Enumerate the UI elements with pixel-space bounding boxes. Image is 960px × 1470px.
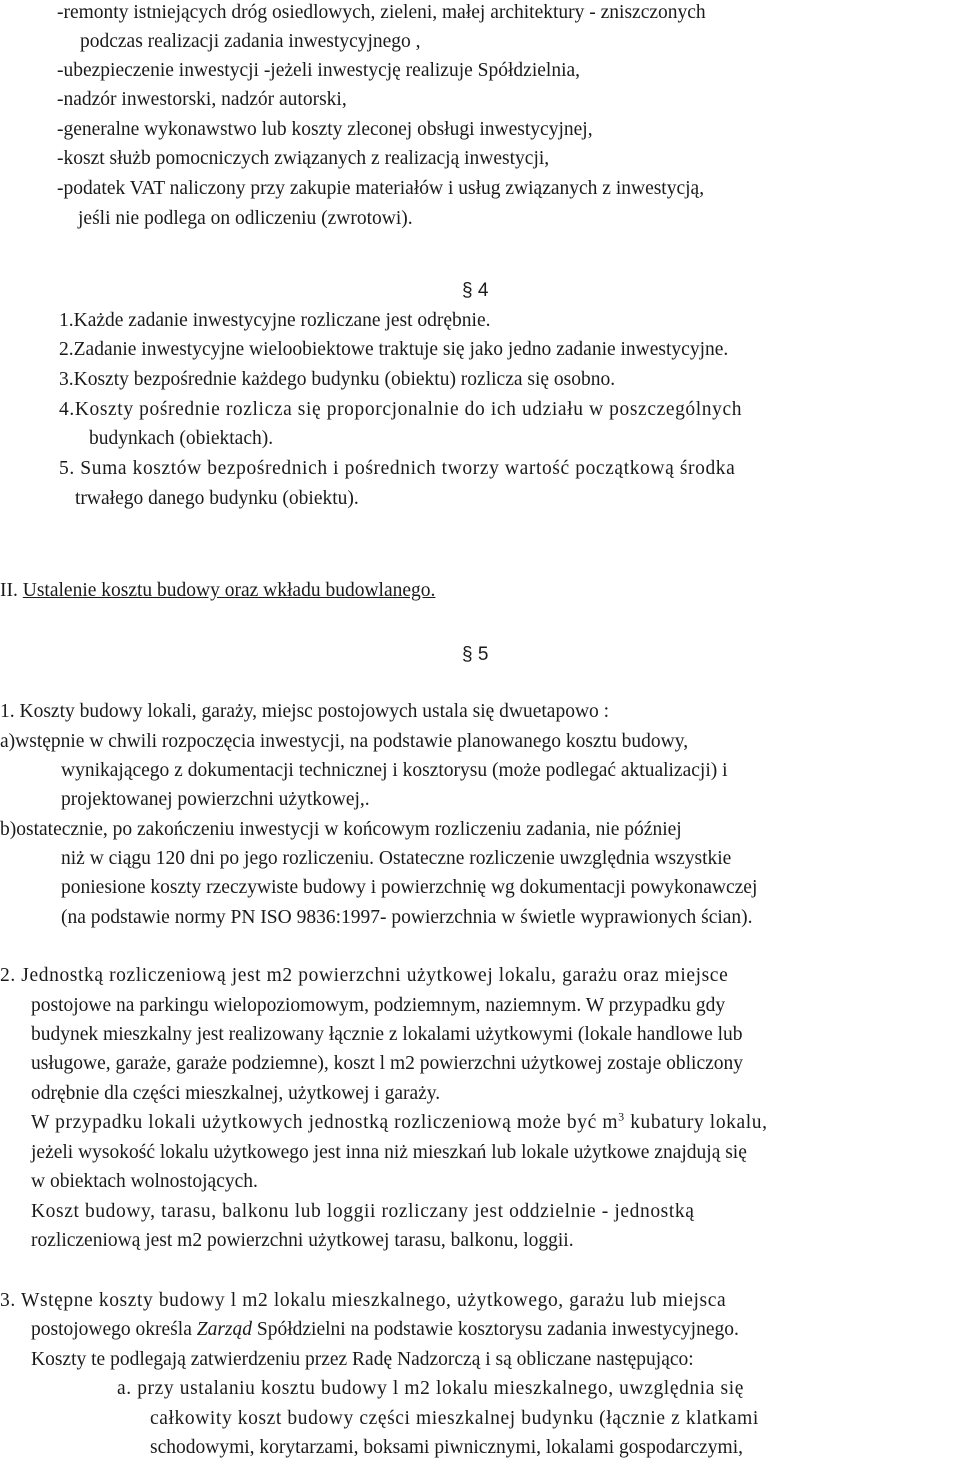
list-item: -remonty istniejących dróg osiedlowych, zieleni, małej architektury - zniszczonych [57,2,706,23]
text-run: W przypadku lokali użytkowych jednostką rozliczeniową może być m [31,1112,619,1133]
paragraph-line: budynek mieszkalny jest realizowany łącznie z lokalami użytkowymi (lokale handlowe lub [31,1024,743,1045]
list-item: 4.Koszty pośrednie rozlicza się proporcjonalnie do ich udziału w poszczególnych [59,399,743,420]
paragraph-line: b)ostatecznie, po zakończeniu inwestycji w końcowym rozliczeniu zadania, nie później [0,819,682,840]
list-item: 3.Koszty bezpośrednie każdego budynku (obiektu) rozlicza się osobno. [59,369,616,390]
list-item: trwałego danego budynku (obiektu). [75,488,359,509]
text-run: Spółdzielni na podstawie kosztorysu zadania inwestycyjnego. [252,1319,739,1340]
chapter-title: Ustalenie kosztu budowy oraz wkładu budowlanego. [22,580,436,601]
paragraph-line: 1. Koszty budowy lokali, garaży, miejsc postojowych ustala się dwuetapowo : [0,701,610,722]
text-run: postojowego określa [31,1319,197,1340]
list-item: -podatek VAT naliczony przy zakupie materiałów i usług związanych z inwestycją, [57,178,705,199]
list-item: budynkach (obiektach). [89,428,274,449]
paragraph-line: 3. Wstępne koszty budowy l m2 lokalu mieszkalnego, użytkowego, garażu lub miejsca [0,1290,727,1311]
paragraph-line: rozliczeniową jest m2 powierzchni użytkowej tarasu, balkonu, loggii. [31,1230,574,1251]
chapter-heading [0,576,435,605]
list-item: jeśli nie podlega on odliczeniu (zwrotowi). [78,208,413,229]
paragraph-line: poniesione koszty rzeczywiste budowy i powierzchnię wg dokumentacji powykonawczej [61,877,758,898]
paragraph-line: niż w ciągu 120 dni po jego rozliczeniu. Ostateczne rozliczenie uwzględnia wszystkie [61,848,732,869]
paragraph-line: schodowymi, korytarzami, boksami piwnicznymi, lokalami gospodarczymi, [150,1437,743,1458]
list-item: -koszt służb pomocniczych związanych z realizacją inwestycji, [57,148,550,169]
paragraph-line: 2. Jednostką rozliczeniową jest m2 powierzchni użytkowej lokalu, garażu oraz miejsce [0,965,729,986]
paragraph-line: usługowe, garaże, garaże podziemne), koszt l m2 powierzchni użytkowej zostaje obliczony [31,1053,744,1074]
paragraph-line: a)wstępnie w chwili rozpoczęcia inwestycji, na podstawie planowanego kosztu budowy, [0,731,689,752]
paragraph-line: w obiektach wolnostojących. [31,1171,258,1192]
paragraph-line: wynikającego z dokumentacji technicznej i kosztorysu (może podlegać aktualizacji) i [61,760,728,781]
list-item: -nadzór inwestorski, nadzór autorski, [57,89,347,110]
section-symbol-5: § 5 [462,644,489,665]
paragraph-line: Koszt budowy, tarasu, balkonu lub loggii rozliczany jest oddzielnie - jednostką [31,1201,695,1222]
section-symbol-4: § 4 [462,280,489,301]
text-run-italic: Zarząd [196,1319,253,1340]
list-item: 5. Suma kosztów bezpośrednich i pośrednich tworzy wartość początkową środka [59,458,736,479]
list-item: podczas realizacji zadania inwestycyjnego , [80,31,421,52]
list-item: 1.Każde zadanie inwestycyjne rozliczane jest odrębnie. [59,310,491,331]
list-item: 2.Zadanie inwestycyjne wieloobiektowe traktuje się jako jedno zadanie inwestycyjne. [59,339,729,360]
text-run: kubatury lokalu, [624,1112,768,1133]
chapter-number: II. [0,580,18,601]
paragraph-line: projektowanej powierzchni użytkowej,. [61,789,370,810]
paragraph-line: postojowe na parkingu wielopoziomowym, podziemnym, naziemnym. W przypadku gdy [31,995,726,1016]
paragraph-line [31,1315,739,1344]
paragraph-line: Koszty te podlegają zatwierdzeniu przez Radę Nadzorczą i są obliczane następująco: [31,1349,694,1370]
paragraph-line: całkowity koszt budowy części mieszkalnej budynku (łącznie z klatkami [150,1408,759,1429]
paragraph-line [31,1108,768,1137]
paragraph-line: (na podstawie normy PN ISO 9836:1997- powierzchnia w świetle wyprawionych ścian). [61,907,753,928]
list-item: -ubezpieczenie inwestycji -jeżeli inwestycję realizuje Spółdzielnia, [57,60,581,81]
paragraph-line: jeżeli wysokość lokalu użytkowego jest inna niż mieszkań lub lokale użytkowe znajdują się [31,1142,747,1163]
paragraph-line: odrębnie dla części mieszkalnej, użytkowej i garaży. [31,1083,441,1104]
superscript: 3 [618,1109,625,1124]
paragraph-line: a. przy ustalaniu kosztu budowy l m2 lokalu mieszkalnego, uwzględnia się [117,1378,744,1399]
list-item: -generalne wykonawstwo lub koszty zleconej obsługi inwestycyjnej, [57,119,593,140]
